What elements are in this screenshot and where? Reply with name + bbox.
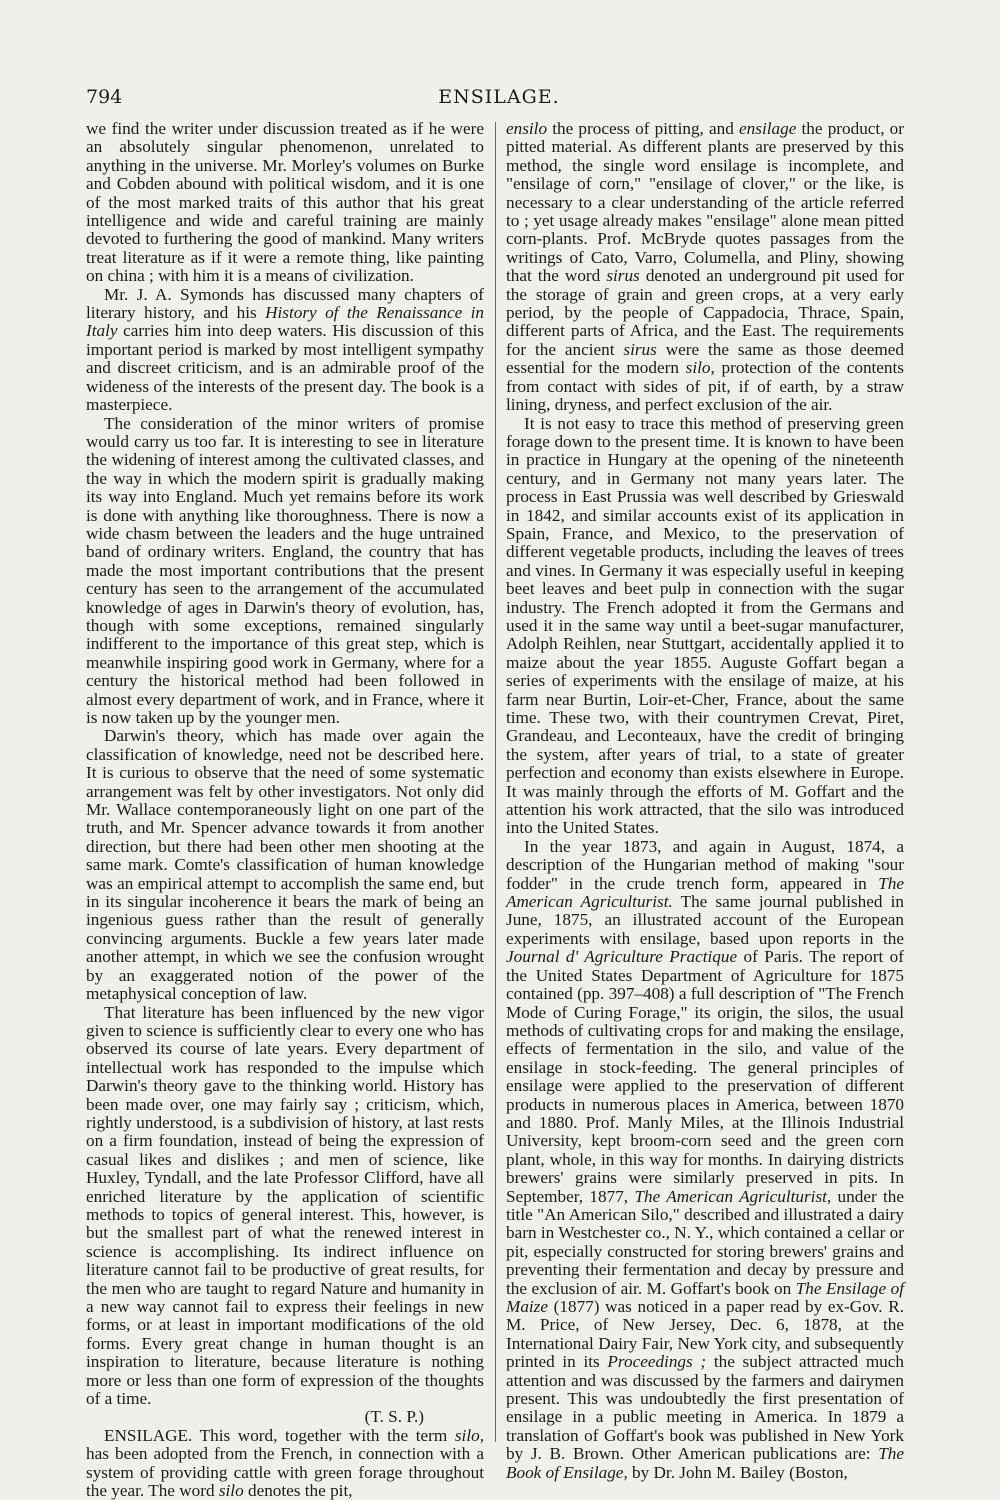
- paragraph: Darwin's theory, which has made over again the classification of knowledge, need not be described here. It is curious to observe that the need of some systematic arrangement was felt by other investigators. Not only did Mr. Wallace contemporaneously light on one part of the truth, and Mr. Spencer advance towards it from another direction, but there had been other men shooting at the same mark. Comte's classification of human knowledge was an empirical attempt to accomplish the same end, but in its singular incoherence it bears the mark of being an ingenious guess rather than the result of generally convincing arguments. Buckle a few years later made another attempt, in which we see the confusion wrought by an exaggerated notion of the power of the metaphysical conception of law.: [86, 726, 484, 1004]
- paragraph: That literature has been influenced by the new vigor given to science is sufficiently clear to every one who has observed its course of late years. Every department of intellectual work has responded to the impulse which Darwin's theory gave to the thinking world. History has been made over, one may fairly say ; criticism, which, rightly understood, is a subdivision of history, at last rests on a firm foundation, instead of being the expression of casual likes and dislikes ; and men of science, like Huxley, Tyndall, and the late Professor Clifford, have all enriched literature by the application of scientific methods to topics of general interest. This, however, is but the smallest part of what the renewed interest in science is accomplishing. Its indirect influence on literature cannot fail to be productive of great results, for the men who are taught to regard Nature and humanity in a new way cannot fail to express their feelings in new forms, or at least in important modifications of the old forms. Every great change in human thought is an inspiration to literature, because literature is nothing more or less than one form of expression of the thoughts of a time.: [86, 1002, 484, 1409]
- column-divider: [495, 122, 496, 1442]
- left-column: [86, 120, 484, 1500]
- book-title: History of the Renaissance in Italy: [86, 303, 484, 341]
- page-number: 794: [86, 86, 123, 108]
- right-column: [506, 120, 904, 1482]
- entry-heading: ENSILAGE.: [104, 1425, 193, 1445]
- paragraph: Mr. J. A. Symonds has discussed many chapters of literary history, and his History of the Renaissance in Italy carries him into deep waters. His discussion of this important period is marked by most intelligent sympathy and discreet criticism, and is an admirable proof of the wideness of the interests of the present day. The book is a masterpiece.: [86, 284, 484, 415]
- paragraph: It is not easy to trace this method of preserving green forage down to the present time. It is known to have been in practice in Hungary at the opening of the nineteenth century, and in Germany not many years later. The process in East Prussia was well described by Grieswald in 1842, and similar accounts exist of its application in Spain, France, and Mexico, to the preservation of different vegetable products, including the leaves of trees and vines. In Germany it was especially useful in keeping beet leaves and beet pulp in connection with the sugar industry. The French adopted it from the Germans and used it in the same way until a beet-sugar manufacturer, Adolph Reihlen, near Stuttgart, accidentally applied it to maize about the year 1855. Auguste Goffart began a series of experiments with the ensilage of maize, at his farm near Burtin, Loir-et-Cher, France, about the same time. These two, with their countrymen Crevat, Piret, Grandeau, and Leconteaux, have the credit of bringing the system, after years of trial, to a state of greater perfection and economy than exists elsewhere in Europe. It was mainly through the efforts of M. Goffart and the attention his work attracted, that the silo was introduced into the United States.: [506, 413, 904, 838]
- page-header: [86, 86, 912, 116]
- running-title: ENSILAGE.: [438, 86, 560, 108]
- paragraph: In the year 1873, and again in August, 1874, a description of the Hungarian method of making "sour fodder" in the crude trench form, appeared in The American Agriculturist. The same journal published in June, 1875, an illustrated account of the European experiments with ensilage, based upon reports in the Journal d' Agriculture Practique of Paris. The report of the United States Department of Agriculture for 1875 contained (pp. 397–408) a full description of "The French Mode of Curing Forage," its origin, the silos, the usual methods of cultivating crops for and making the ensilage, effects of fermentation in the silo, and value of the ensilage in stock-feeding. The general principles of ensilage were applied to the preservation of different products in numerous places in America, between 1870 and 1880. Prof. Manly Miles, at the Illinois Industrial University, kept broom-corn seed and the green corn plant, whole, in this way for months. In dairying districts brewers' grains were similarly preserved in pits. In September, 1877, The American Agriculturist, under the title "An American Silo," described and illustrated a dairy barn in Westchester co., N. Y., which contained a cellar or pit, especially constructed for storing brewers' grains and preventing their fermentation and decay by pressure and the exclusion of air. M. Goffart's book on The Ensilage of Maize (1877) was noticed in a paper read by ex-Gov. R. M. Price, of New Jersey, Dec. 6, 1878, at the International Dairy Fair, New York city, and subsequently printed in its Proceedings ; the subject attracted much attention and was discussed by the farmers and dairymen present. This was undoubtedly the first presentation of ensilage in a public meeting in America. In 1879 a translation of Goffart's book was published in New York by J. B. Brown. Other American publications are: The Book of Ensilage, by Dr. John M. Bailey (Boston,: [506, 836, 905, 1482]
- paragraph: we find the writer under discussion treated as if he were an absolutely singular phenomenon, unrelated to anything in the universe. Mr. Morley's volumes on Burke and Cobden abound with political wisdom, and it is one of the most marked traits of this author that his great intelligence and wide and careful training are mainly devoted to furthering the good of mankind. Many writers treat literature as if it were a remote thing, like painting on china ; with him it is a means of civilization.: [86, 119, 484, 286]
- author-signature: (T. S. P.): [364, 1407, 424, 1427]
- paragraph: The consideration of the minor writers of promise would carry us too far. It is interesting to see in literature the widening of interest among the cultivated classes, and the way in which the modern spirit is gradually making its way into England. Much yet remains before its work is done with anything like thoroughness. There is now a wide chasm between the leaders and the huge untrained band of ordinary writers. England, the country that has made the most important contributions that the present century has seen to the arrangement of the accumulated knowledge of ages in Darwin's theory of evolution, has, though with some exceptions, remained singularly indifferent to the importance of this great step, which is meanwhile inspiring good work in Germany, where for a century the historical method had been followed in almost every department of work, and in France, where it is now taken up by the younger men.: [86, 413, 484, 727]
- paragraph: ensilo the process of pitting, and ensilage the product, or pitted material. As different plants are preserved by this method, the single word ensilage is incomplete, and "ensilage of corn," "ensilage of clover," or the like, is necessary to a clear understanding of the article referred to ; yet usage already makes "ensilage" alone mean pitted corn-plants. Prof. McBryde quotes passages from the writings of Cato, Varro, Columella, and Pliny, showing that the word sirus denoted an underground pit used for the storage of grain and green crops, at a very early period, by the people of Cappadocia, Thrace, Spain, different parts of Africa, and the East. The requirements for the ancient sirus were the same as those deemed essential for the modern silo, protection of the contents from contact with sides of pit, if of earth, by a straw lining, dryness, and perfect exclusion of the air.: [506, 119, 905, 415]
- paragraph: ENSILAGE. This word, together with the term silo, has been adopted from the French, in connection with a system of providing cattle with green forage throughout the year. The word silo denotes the pit,: [86, 1425, 484, 1500]
